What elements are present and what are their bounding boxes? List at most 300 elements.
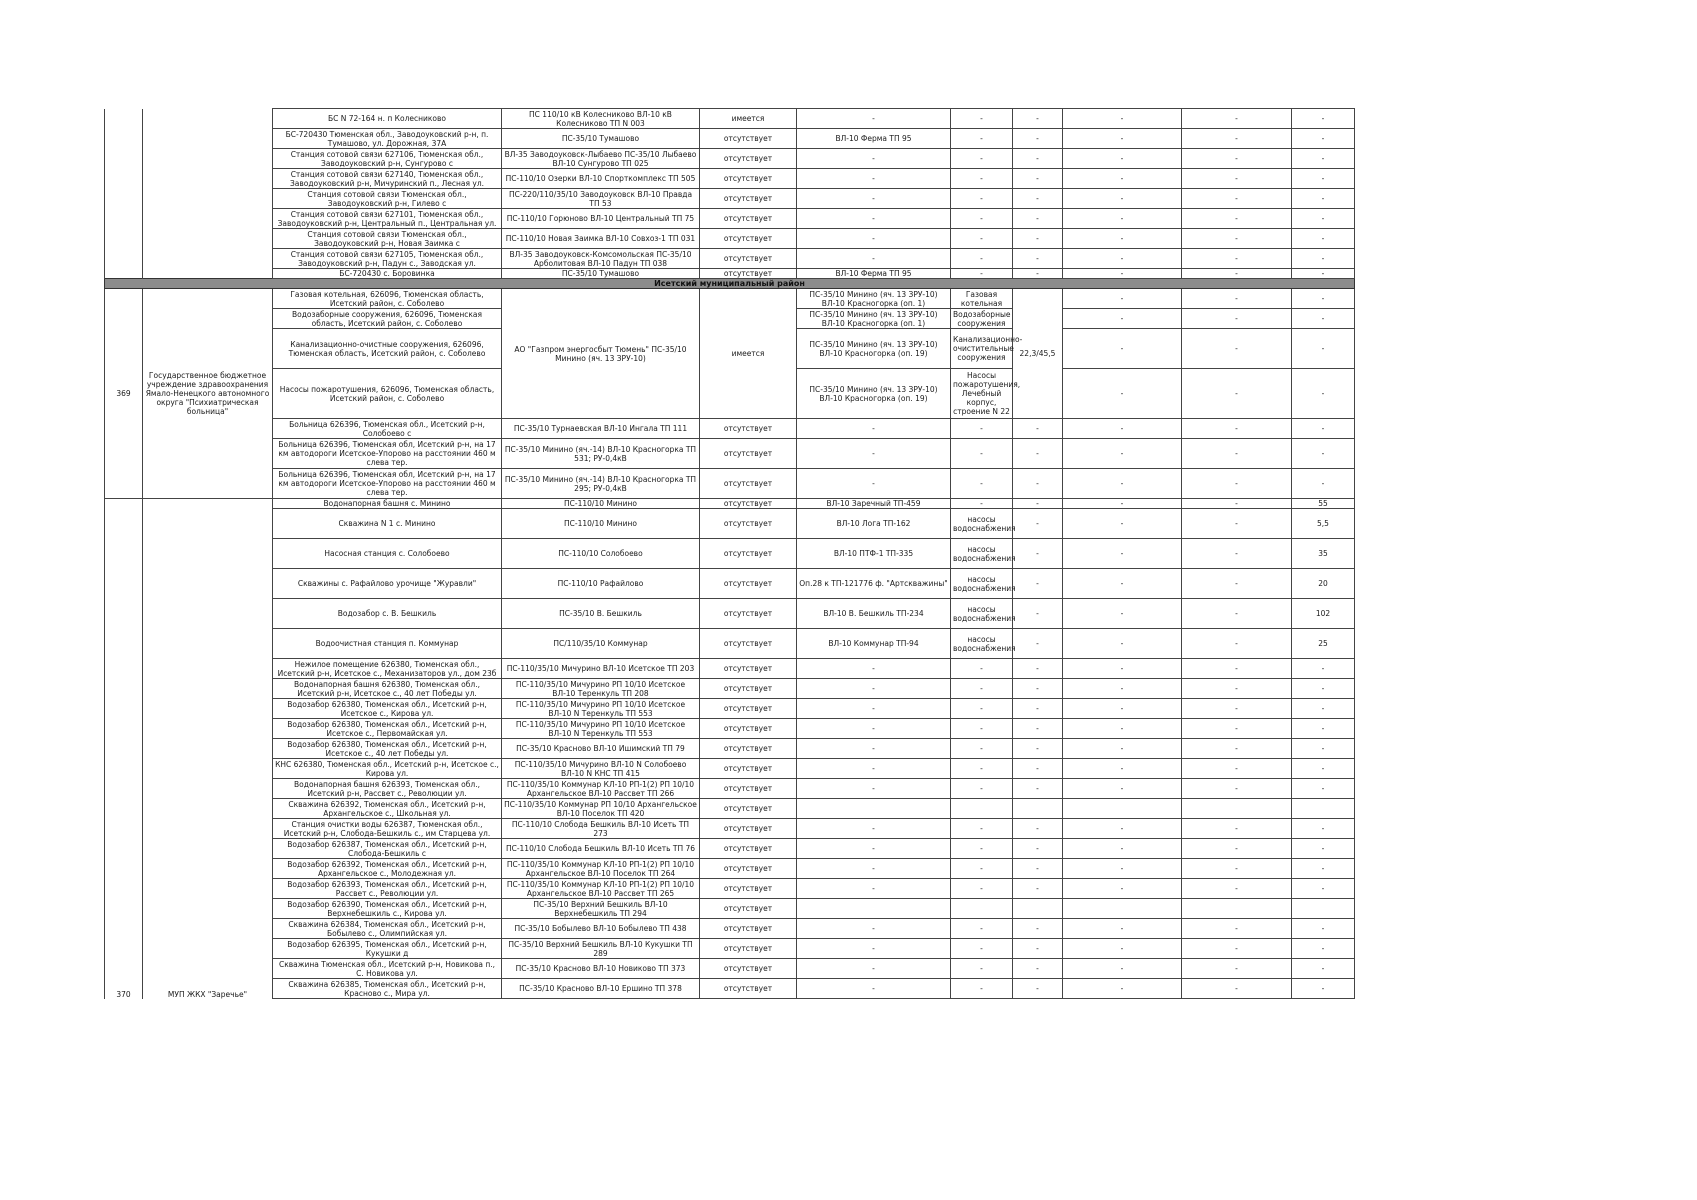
table-row <box>105 899 1355 919</box>
table-row <box>105 659 1355 679</box>
line-cell: - <box>797 879 951 899</box>
status-cell: отсутствует <box>700 439 797 469</box>
table-row <box>105 499 1355 509</box>
value-cell: - <box>1013 859 1063 879</box>
value-cell: - <box>1182 209 1292 229</box>
status-cell: отсутствует <box>700 979 797 999</box>
power-value-cell: - <box>1292 759 1355 779</box>
object-cell: Водозабор 626387, Тюменская обл., Исетский р-н, Слобода-Бешкиль с <box>273 839 502 859</box>
organization-cell: МУП ЖКХ "Заречье" <box>143 499 273 999</box>
object-cell: Водонапорная башня 626380, Тюменская обл., Исетский р-н, Исетское с., 40 лет Победы ул. <box>273 679 502 699</box>
value-cell: - <box>1182 859 1292 879</box>
type-cell: - <box>951 109 1013 129</box>
status-cell: отсутствует <box>700 779 797 799</box>
value-cell: - <box>1182 369 1292 419</box>
value-cell: - <box>1063 839 1182 859</box>
table-row <box>105 719 1355 739</box>
type-cell: - <box>951 499 1013 509</box>
value-cell: - <box>1063 719 1182 739</box>
value-cell <box>1063 899 1182 919</box>
power-value-cell: - <box>1292 419 1355 439</box>
value-cell: - <box>1182 249 1292 269</box>
type-cell: Канализационно-очистительные сооружения <box>951 329 1013 369</box>
value-cell: - <box>1063 109 1182 129</box>
value-cell: - <box>1063 599 1182 629</box>
line-cell: - <box>797 659 951 679</box>
power-value-cell: 25 <box>1292 629 1355 659</box>
power-value-cell: - <box>1292 659 1355 679</box>
value-cell: - <box>1013 499 1063 509</box>
object-cell: Больница 626396, Тюменская обл, Исетский р-н, на 17 км автодороги Исетское-Упорово на расстоянии 460 м слева тер. <box>273 469 502 499</box>
line-cell: - <box>797 149 951 169</box>
power-value-cell: - <box>1292 719 1355 739</box>
source-cell: ПС-220/110/35/10 Заводоуковск ВЛ-10 Правда ТП 53 <box>502 189 700 209</box>
line-cell <box>797 799 951 819</box>
source-cell: ПС-110/35/10 Коммунар КЛ-10 РП-1(2) РП 10/10 Архангельское ВЛ-10 Рассвет ТП 265 <box>502 879 700 899</box>
source-cell: ПС-110/10 Озерки ВЛ-10 Спорткомплекс ТП 505 <box>502 169 700 189</box>
power-value-cell: - <box>1292 209 1355 229</box>
source-cell: ПС-110/10 Рафайлово <box>502 569 700 599</box>
source-cell: ПС-110/10 Горюново ВЛ-10 Центральный ТП 75 <box>502 209 700 229</box>
value-cell: - <box>1013 189 1063 209</box>
object-cell: Станция сотовой связи 627105, Тюменская обл., Заводоуковский р-н, Падун с., Заводская ул. <box>273 249 502 269</box>
value-cell: - <box>1063 819 1182 839</box>
object-cell: Водозабор 626380, Тюменская обл., Исетский р-н, Исетское с., Первомайская ул. <box>273 719 502 739</box>
type-cell: - <box>951 129 1013 149</box>
table-row <box>105 469 1355 499</box>
value-cell: - <box>1063 979 1182 999</box>
type-cell: - <box>951 819 1013 839</box>
object-cell: Водозабор 626393, Тюменская обл., Исетский р-н, Рассвет с., Революции ул. <box>273 879 502 899</box>
source-cell: ПС-110/10 Слобода Бешкиль ВЛ-10 Исеть ТП 76 <box>502 839 700 859</box>
power-value-cell: - <box>1292 939 1355 959</box>
object-cell: Водонапорная башня 626393, Тюменская обл., Исетский р-н, Рассвет с., Революции ул. <box>273 779 502 799</box>
value-cell: - <box>1063 329 1182 369</box>
value-cell: - <box>1013 839 1063 859</box>
source-cell: ПС-35/10 В. Бешкиль <box>502 599 700 629</box>
value-cell: - <box>1013 129 1063 149</box>
value-cell: - <box>1063 939 1182 959</box>
object-cell: Нежилое помещение 626380, Тюменская обл., Исетский р-н, Исетское с., Механизаторов ул., дом 23б <box>273 659 502 679</box>
organization-cell: Государственное бюджетное учреждение здравоохранения Ямало-Ненецкого автономного округа "Психиатрическая больница" <box>143 289 273 499</box>
value-cell <box>1182 799 1292 819</box>
table-row <box>105 919 1355 939</box>
line-cell: - <box>797 919 951 939</box>
type-cell: - <box>951 209 1013 229</box>
source-cell: ПС-35/10 Верхний Бешкиль ВЛ-10 Верхнебешкиль ТП 294 <box>502 899 700 919</box>
source-cell: ПС-35/10 Красново ВЛ-10 Ишимский ТП 79 <box>502 739 700 759</box>
type-cell: Насосы пожаротушения, Лечебный корпус, строение N 22 <box>951 369 1013 419</box>
value-cell: - <box>1013 599 1063 629</box>
power-value-cell: - <box>1292 779 1355 799</box>
type-cell: - <box>951 469 1013 499</box>
power-value-cell: 35 <box>1292 539 1355 569</box>
power-value-cell: - <box>1292 149 1355 169</box>
line-cell: ПС-35/10 Минино (яч. 13 ЗРУ-10) ВЛ-10 Красногорка (оп. 19) <box>797 329 951 369</box>
type-cell: - <box>951 249 1013 269</box>
value-cell: - <box>1063 229 1182 249</box>
object-cell: Водозабор 626380, Тюменская обл., Исетский р-н, Исетское с., 40 лет Победы ул. <box>273 739 502 759</box>
power-value-cell: - <box>1292 249 1355 269</box>
table-row <box>105 839 1355 859</box>
line-cell: - <box>797 439 951 469</box>
value-cell: - <box>1182 109 1292 129</box>
power-value-cell: - <box>1292 469 1355 499</box>
value-cell: - <box>1013 149 1063 169</box>
value-cell: - <box>1063 149 1182 169</box>
status-cell: отсутствует <box>700 569 797 599</box>
object-cell: Канализационно-очистные сооружения, 626096, Тюменская область, Исетский район, с. Соболево <box>273 329 502 369</box>
power-value-cell: 20 <box>1292 569 1355 599</box>
value-cell: - <box>1013 759 1063 779</box>
value-cell: - <box>1013 539 1063 569</box>
value-cell: - <box>1063 739 1182 759</box>
object-cell: Станция сотовой связи 627101, Тюменская обл., Заводоуковский р-н, Центральный п., Центральная ул. <box>273 209 502 229</box>
type-cell: насосы водоснабжения <box>951 629 1013 659</box>
row-number-cell: 370 <box>105 499 143 999</box>
status-cell: отсутствует <box>700 699 797 719</box>
line-cell: - <box>797 699 951 719</box>
line-cell: - <box>797 229 951 249</box>
object-cell: Газовая котельная, 626096, Тюменская область, Исетский район, с. Соболево <box>273 289 502 309</box>
value-cell: - <box>1182 759 1292 779</box>
type-cell: - <box>951 229 1013 249</box>
table-row <box>105 269 1355 279</box>
organization-cell <box>143 109 273 279</box>
object-cell: Скважина 626392, Тюменская обл., Исетский р-н, Архангельское с., Школьная ул. <box>273 799 502 819</box>
object-cell: Станция сотовой связи Тюменская обл., Заводоуковский р-н, Гилево с <box>273 189 502 209</box>
source-cell: ПС-35/10 Минино (яч.-14) ВЛ-10 Красногорка ТП 295; РУ-0,4кВ <box>502 469 700 499</box>
table-row <box>105 739 1355 759</box>
value-cell: - <box>1292 329 1355 369</box>
value-cell: - <box>1182 229 1292 249</box>
line-cell: - <box>797 979 951 999</box>
status-cell: имеется <box>700 109 797 129</box>
value-cell: - <box>1063 419 1182 439</box>
value-cell: - <box>1182 499 1292 509</box>
line-cell: - <box>797 819 951 839</box>
type-cell: - <box>951 919 1013 939</box>
value-cell: - <box>1063 249 1182 269</box>
table-row <box>105 939 1355 959</box>
type-cell: - <box>951 779 1013 799</box>
line-cell: ПС-35/10 Минино (яч. 13 ЗРУ-10) ВЛ-10 Красногорка (оп. 1) <box>797 289 951 309</box>
line-cell: - <box>797 779 951 799</box>
value-cell: - <box>1063 919 1182 939</box>
line-cell: - <box>797 739 951 759</box>
value-cell: - <box>1063 509 1182 539</box>
power-value-cell: - <box>1292 959 1355 979</box>
table-row <box>105 129 1355 149</box>
line-cell: Оп.28 к ТП-121776 ф. "Артскважины" <box>797 569 951 599</box>
table-row <box>105 289 1355 309</box>
power-value-cell: - <box>1292 109 1355 129</box>
table-row <box>105 779 1355 799</box>
value-cell: - <box>1182 329 1292 369</box>
status-cell: отсутствует <box>700 959 797 979</box>
source-cell: ПС-110/10 Минино <box>502 509 700 539</box>
value-cell: - <box>1063 569 1182 599</box>
value-cell: - <box>1013 659 1063 679</box>
type-cell: - <box>951 879 1013 899</box>
value-cell: - <box>1013 249 1063 269</box>
value-cell: - <box>1063 679 1182 699</box>
value-cell <box>1013 799 1063 819</box>
status-cell: отсутствует <box>700 629 797 659</box>
line-cell: ВЛ-10 Ферма ТП 95 <box>797 129 951 149</box>
power-supply-table <box>104 108 1355 999</box>
value-cell: - <box>1013 979 1063 999</box>
type-cell: - <box>951 979 1013 999</box>
value-cell: - <box>1182 919 1292 939</box>
table-row <box>105 679 1355 699</box>
object-cell: Больница 626396, Тюменская обл, Исетский р-н, на 17 км автодороги Исетское-Упорово на расстоянии 460 м слева тер. <box>273 439 502 469</box>
value-cell: - <box>1182 419 1292 439</box>
line-cell: - <box>797 419 951 439</box>
value-cell: - <box>1182 719 1292 739</box>
type-cell: - <box>951 959 1013 979</box>
section-header: Исетский муниципальный район <box>105 279 1355 289</box>
object-cell: Водоочистная станция п. Коммунар <box>273 629 502 659</box>
type-cell: - <box>951 939 1013 959</box>
status-cell: отсутствует <box>700 509 797 539</box>
value-cell: - <box>1013 719 1063 739</box>
value-cell: - <box>1182 569 1292 599</box>
type-cell: - <box>951 719 1013 739</box>
power-value-cell: - <box>1292 169 1355 189</box>
value-cell: - <box>1182 269 1292 279</box>
status-cell: отсутствует <box>700 659 797 679</box>
value-cell: - <box>1063 209 1182 229</box>
object-cell: Скважина Тюменская обл., Исетский р-н, Новикова п., С. Новикова ул. <box>273 959 502 979</box>
object-cell: Скважина 626385, Тюменская обл., Исетский р-н, Красново с., Мира ул. <box>273 979 502 999</box>
source-cell: ПС-110/35/10 Мичурино РП 10/10 Исетское ВЛ-10 N Теренкуль ТП 553 <box>502 699 700 719</box>
source-cell: ПС-35/10 Минино (яч.-14) ВЛ-10 Красногорка ТП 531; РУ-0,4кВ <box>502 439 700 469</box>
status-cell: отсутствует <box>700 839 797 859</box>
source-cell: ПС-35/10 Красново ВЛ-10 Ершино ТП 378 <box>502 979 700 999</box>
section-header-row <box>105 279 1355 289</box>
type-cell <box>951 899 1013 919</box>
row-number-cell <box>105 109 143 279</box>
power-value-cell <box>1292 899 1355 919</box>
source-cell: ПС-110/35/10 Мичурино РП 10/10 Исетское ВЛ-10 Теренкуль ТП 208 <box>502 679 700 699</box>
source-cell: ПС-110/35/10 Мичурино ВЛ-10 N Солобоево ВЛ-10 N КНС ТП 415 <box>502 759 700 779</box>
value-cell: - <box>1013 679 1063 699</box>
line-cell: ПС-35/10 Минино (яч. 13 ЗРУ-10) ВЛ-10 Красногорка (оп. 1) <box>797 309 951 329</box>
line-cell: ВЛ-10 В. Бешкиль ТП-234 <box>797 599 951 629</box>
status-cell: отсутствует <box>700 149 797 169</box>
value-cell: - <box>1182 289 1292 309</box>
type-cell: - <box>951 739 1013 759</box>
type-cell: - <box>951 759 1013 779</box>
table-row <box>105 539 1355 569</box>
type-cell: - <box>951 269 1013 279</box>
value-cell: - <box>1013 939 1063 959</box>
status-cell: отсутствует <box>700 419 797 439</box>
value-cell: - <box>1063 189 1182 209</box>
line-cell: - <box>797 109 951 129</box>
value-cell: - <box>1182 979 1292 999</box>
type-cell: Водозаборные сооружения <box>951 309 1013 329</box>
source-cell: ПС-35/10 Тумашово <box>502 269 700 279</box>
status-cell: отсутствует <box>700 269 797 279</box>
object-cell: Водозабор 626380, Тюменская обл., Исетский р-н, Исетское с., Кирова ул. <box>273 699 502 719</box>
line-cell: ВЛ-10 Лога ТП-162 <box>797 509 951 539</box>
power-value-cell: - <box>1292 129 1355 149</box>
value-cell: - <box>1063 129 1182 149</box>
status-cell: отсутствует <box>700 169 797 189</box>
table-row <box>105 859 1355 879</box>
source-cell: ПС-110/10 Новая Заимка ВЛ-10 Совхоз-1 ТП 031 <box>502 229 700 249</box>
value-cell: - <box>1182 539 1292 569</box>
value-cell: - <box>1013 419 1063 439</box>
table-row <box>105 699 1355 719</box>
power-value-cell: - <box>1292 189 1355 209</box>
table-row <box>105 959 1355 979</box>
line-cell: ВЛ-10 ПТФ-1 ТП-335 <box>797 539 951 569</box>
value-cell: - <box>1182 779 1292 799</box>
value-cell: - <box>1013 739 1063 759</box>
value-cell: - <box>1182 309 1292 329</box>
object-cell: Насосы пожаротушения, 626096, Тюменская область, Исетский район, с. Соболево <box>273 369 502 419</box>
power-value-cell: - <box>1292 699 1355 719</box>
value-cell: - <box>1182 469 1292 499</box>
status-cell: отсутствует <box>700 819 797 839</box>
type-cell: - <box>951 659 1013 679</box>
line-cell: ПС-35/10 Минино (яч. 13 ЗРУ-10) ВЛ-10 Красногорка (оп. 19) <box>797 369 951 419</box>
source-cell: ПС-110/35/10 Мичурино РП 10/10 Исетское ВЛ-10 N Теренкуль ТП 553 <box>502 719 700 739</box>
type-cell: Газовая котельная <box>951 289 1013 309</box>
value-cell: - <box>1063 959 1182 979</box>
status-cell: отсутствует <box>700 189 797 209</box>
power-value-cell: 55 <box>1292 499 1355 509</box>
status-cell: отсутствует <box>700 719 797 739</box>
table-row <box>105 879 1355 899</box>
value-cell: - <box>1182 439 1292 469</box>
line-cell: - <box>797 679 951 699</box>
type-cell: насосы водоснабжения <box>951 509 1013 539</box>
status-cell: отсутствует <box>700 739 797 759</box>
source-cell: АО "Газпром энергосбыт Тюмень" ПС-35/10 Минино (яч. 13 ЗРУ-10) <box>502 289 700 419</box>
object-cell: Скважина N 1 с. Минино <box>273 509 502 539</box>
line-cell <box>797 899 951 919</box>
object-cell: Скважины с. Рафайлово урочище "Журавли" <box>273 569 502 599</box>
value-cell: - <box>1063 759 1182 779</box>
status-cell: отсутствует <box>700 469 797 499</box>
object-cell: Станция очистки воды 626387, Тюменская обл., Исетский р-н, Слобода-Бешкиль с., им Старцева ул. <box>273 819 502 839</box>
line-cell: - <box>797 959 951 979</box>
source-cell: ПС-110/35/10 Коммунар КЛ-10 РП-1(2) РП 10/10 Архангельское ВЛ-10 Поселок ТП 264 <box>502 859 700 879</box>
value-cell: - <box>1063 439 1182 469</box>
value-cell: - <box>1182 699 1292 719</box>
value-cell: - <box>1013 629 1063 659</box>
power-value-cell: - <box>1292 229 1355 249</box>
source-cell: ПС-35/10 Бобылево ВЛ-10 Бобылево ТП 438 <box>502 919 700 939</box>
status-cell: отсутствует <box>700 799 797 819</box>
value-cell: - <box>1182 959 1292 979</box>
table-row <box>105 629 1355 659</box>
value-cell: - <box>1013 209 1063 229</box>
type-cell: насосы водоснабжения <box>951 539 1013 569</box>
table-row <box>105 249 1355 269</box>
power-value-cell: - <box>1292 879 1355 899</box>
value-cell: - <box>1182 739 1292 759</box>
value-cell: - <box>1063 289 1182 309</box>
line-cell: ВЛ-10 Заречный ТП-459 <box>797 499 951 509</box>
power-value-cell: 5,5 <box>1292 509 1355 539</box>
value-cell: - <box>1063 169 1182 189</box>
table-row <box>105 109 1355 129</box>
value-cell: - <box>1013 959 1063 979</box>
value-cell <box>1182 899 1292 919</box>
power-value-cell: 102 <box>1292 599 1355 629</box>
value-cell: - <box>1063 879 1182 899</box>
table-row <box>105 229 1355 249</box>
object-cell: БС N 72-164 н. п Колесниково <box>273 109 502 129</box>
object-cell: БС-720430 Тюменская обл., Заводоуковский р-н, п. Тумашово, ул. Дорожная, 37А <box>273 129 502 149</box>
value-cell: - <box>1182 509 1292 539</box>
status-cell: отсутствует <box>700 129 797 149</box>
value-cell: - <box>1063 309 1182 329</box>
table-row <box>105 819 1355 839</box>
line-cell: - <box>797 859 951 879</box>
type-cell: - <box>951 839 1013 859</box>
type-cell: насосы водоснабжения <box>951 599 1013 629</box>
object-cell: БС-720430 с. Боровинка <box>273 269 502 279</box>
source-cell: ПС-110/35/10 Коммунар РП 10/10 Архангельское ВЛ-10 Поселок ТП 420 <box>502 799 700 819</box>
type-cell: - <box>951 699 1013 719</box>
value-cell: - <box>1182 939 1292 959</box>
value-cell: - <box>1013 439 1063 469</box>
status-cell: отсутствует <box>700 899 797 919</box>
value-cell: - <box>1292 289 1355 309</box>
source-cell: ПС-35/10 Верхний Бешкиль ВЛ-10 Кукушки ТП 289 <box>502 939 700 959</box>
value-cell: - <box>1182 679 1292 699</box>
type-cell: - <box>951 859 1013 879</box>
source-cell: ВЛ-35 Заводоуковск-Лыбаево ПС-35/10 Лыбаево ВЛ-10 Сунгурово ТП 025 <box>502 149 700 169</box>
value-cell: - <box>1182 189 1292 209</box>
object-cell: Водозабор 626392, Тюменская обл., Исетский р-н, Архангельское с., Молодежная ул. <box>273 859 502 879</box>
status-cell: отсутствует <box>700 879 797 899</box>
value-cell: - <box>1013 569 1063 599</box>
value-cell: - <box>1182 659 1292 679</box>
value-cell: - <box>1063 859 1182 879</box>
value-cell: - <box>1292 369 1355 419</box>
power-value-cell: - <box>1292 859 1355 879</box>
value-cell: - <box>1063 469 1182 499</box>
status-cell: отсутствует <box>700 759 797 779</box>
power-value-cell: - <box>1292 919 1355 939</box>
line-cell: - <box>797 249 951 269</box>
row-number-cell: 369 <box>105 289 143 499</box>
object-cell: Станция сотовой связи Тюменская обл., Заводоуковский р-н, Новая Заимка с <box>273 229 502 249</box>
source-cell: ПС-110/10 Слобода Бешкиль ВЛ-10 Исеть ТП 273 <box>502 819 700 839</box>
source-cell: ПС-35/10 Красново ВЛ-10 Новиково ТП 373 <box>502 959 700 979</box>
source-cell: ВЛ-35 Заводоуковск-Комсомольская ПС-35/10 Арболитовая ВЛ-10 Падун ТП 038 <box>502 249 700 269</box>
value-cell: - <box>1013 699 1063 719</box>
value-cell: - <box>1182 129 1292 149</box>
source-cell: ПС 110/10 кВ Колесниково ВЛ-10 кВ Колесниково ТП N 003 <box>502 109 700 129</box>
status-cell: отсутствует <box>700 229 797 249</box>
table-row <box>105 759 1355 779</box>
status-cell: отсутствует <box>700 249 797 269</box>
line-cell: - <box>797 469 951 499</box>
power-value-cell: - <box>1292 439 1355 469</box>
power-value-cell: - <box>1292 739 1355 759</box>
value-cell: - <box>1063 659 1182 679</box>
power-value-cell: - <box>1292 819 1355 839</box>
value-cell: - <box>1182 879 1292 899</box>
